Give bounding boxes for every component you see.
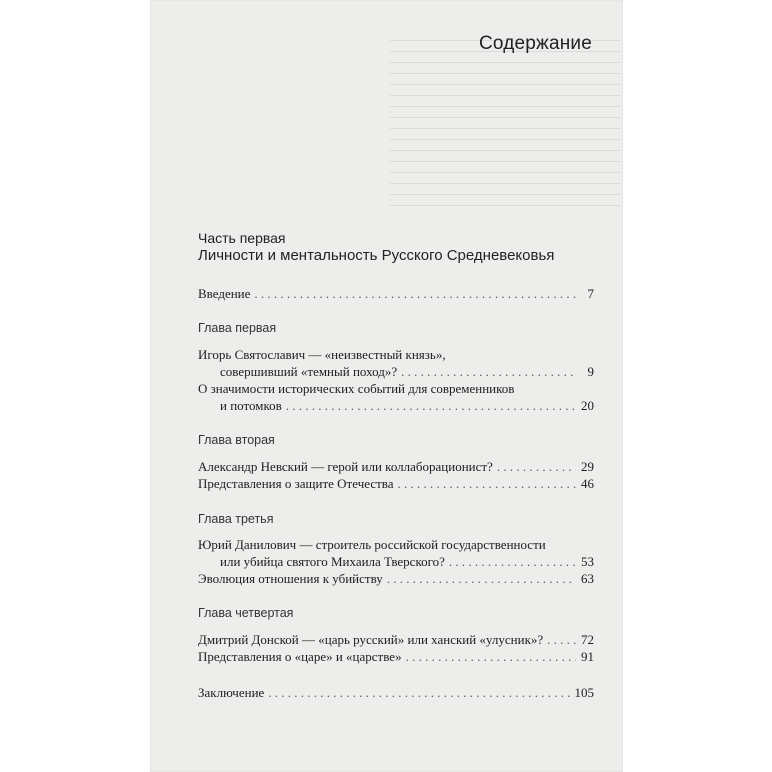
toc-entry xyxy=(198,475,594,492)
toc-entry-conclusion xyxy=(198,684,594,701)
entry-line: совершивший «темный поход»? xyxy=(220,364,398,379)
entry-line: О значимости исторических событий для современников xyxy=(198,381,515,396)
entry-page: 53 xyxy=(581,554,594,569)
leader-dots xyxy=(387,570,576,587)
leader-dots xyxy=(254,285,576,302)
toc-entry-intro xyxy=(198,285,594,302)
entry-page: 20 xyxy=(581,398,594,413)
toc-entry xyxy=(198,631,594,648)
part-header xyxy=(198,229,554,265)
leader-dots xyxy=(406,648,576,665)
toc-entry xyxy=(198,536,594,570)
leader-dots xyxy=(286,397,576,414)
leader-dots xyxy=(398,475,576,492)
toc-entry xyxy=(198,346,594,380)
entry-line: Александр Невский — герой или коллаборационист? xyxy=(198,459,493,474)
toc-entry xyxy=(198,570,594,587)
leader-dots xyxy=(547,631,576,648)
part-title: Часть первая xyxy=(198,230,286,246)
leader-dots xyxy=(268,684,570,701)
entry-label: Введение xyxy=(198,286,251,301)
leader-dots xyxy=(449,553,576,570)
toc-entry xyxy=(198,380,594,414)
entry-page: 105 xyxy=(574,685,594,700)
leader-dots xyxy=(497,458,576,475)
entry-page: 91 xyxy=(581,649,594,664)
chapter-title: Глава вторая xyxy=(198,433,275,447)
entry-line: Представления о защите Отечества xyxy=(198,476,394,491)
entry-page: 29 xyxy=(581,459,594,474)
part-subtitle: Личности и ментальность Русского Средневековья xyxy=(198,247,555,264)
entry-page: 63 xyxy=(581,571,594,586)
entry-line: Эволюция отношения к убийству xyxy=(198,571,383,586)
chapter-title: Глава третья xyxy=(198,512,274,526)
toc-content xyxy=(198,0,618,772)
entry-page: 72 xyxy=(581,632,594,647)
leader-dots xyxy=(401,363,576,380)
entry-line: Дмитрий Донской — «царь русский» или ханский «улусник»? xyxy=(198,632,544,647)
entry-page: 46 xyxy=(581,476,594,491)
entry-line: Игорь Святославич — «неизвестный князь», xyxy=(198,347,446,362)
entry-page: 7 xyxy=(587,286,594,301)
entry-line: или убийца святого Михаила Тверского? xyxy=(220,554,445,569)
toc-heading: Содержание xyxy=(478,33,592,54)
toc-entry xyxy=(198,648,594,665)
chapter-title: Глава четвертая xyxy=(198,606,294,620)
chapter-title: Глава первая xyxy=(198,321,277,335)
toc-entry xyxy=(198,458,594,475)
entry-line: Представления о «царе» и «царстве» xyxy=(198,649,402,664)
entry-line: Юрий Данилович — строитель российской государственности xyxy=(198,537,546,552)
entry-label: Заключение xyxy=(198,685,265,700)
entry-page: 9 xyxy=(587,364,594,379)
entry-line: и потомков xyxy=(220,398,282,413)
